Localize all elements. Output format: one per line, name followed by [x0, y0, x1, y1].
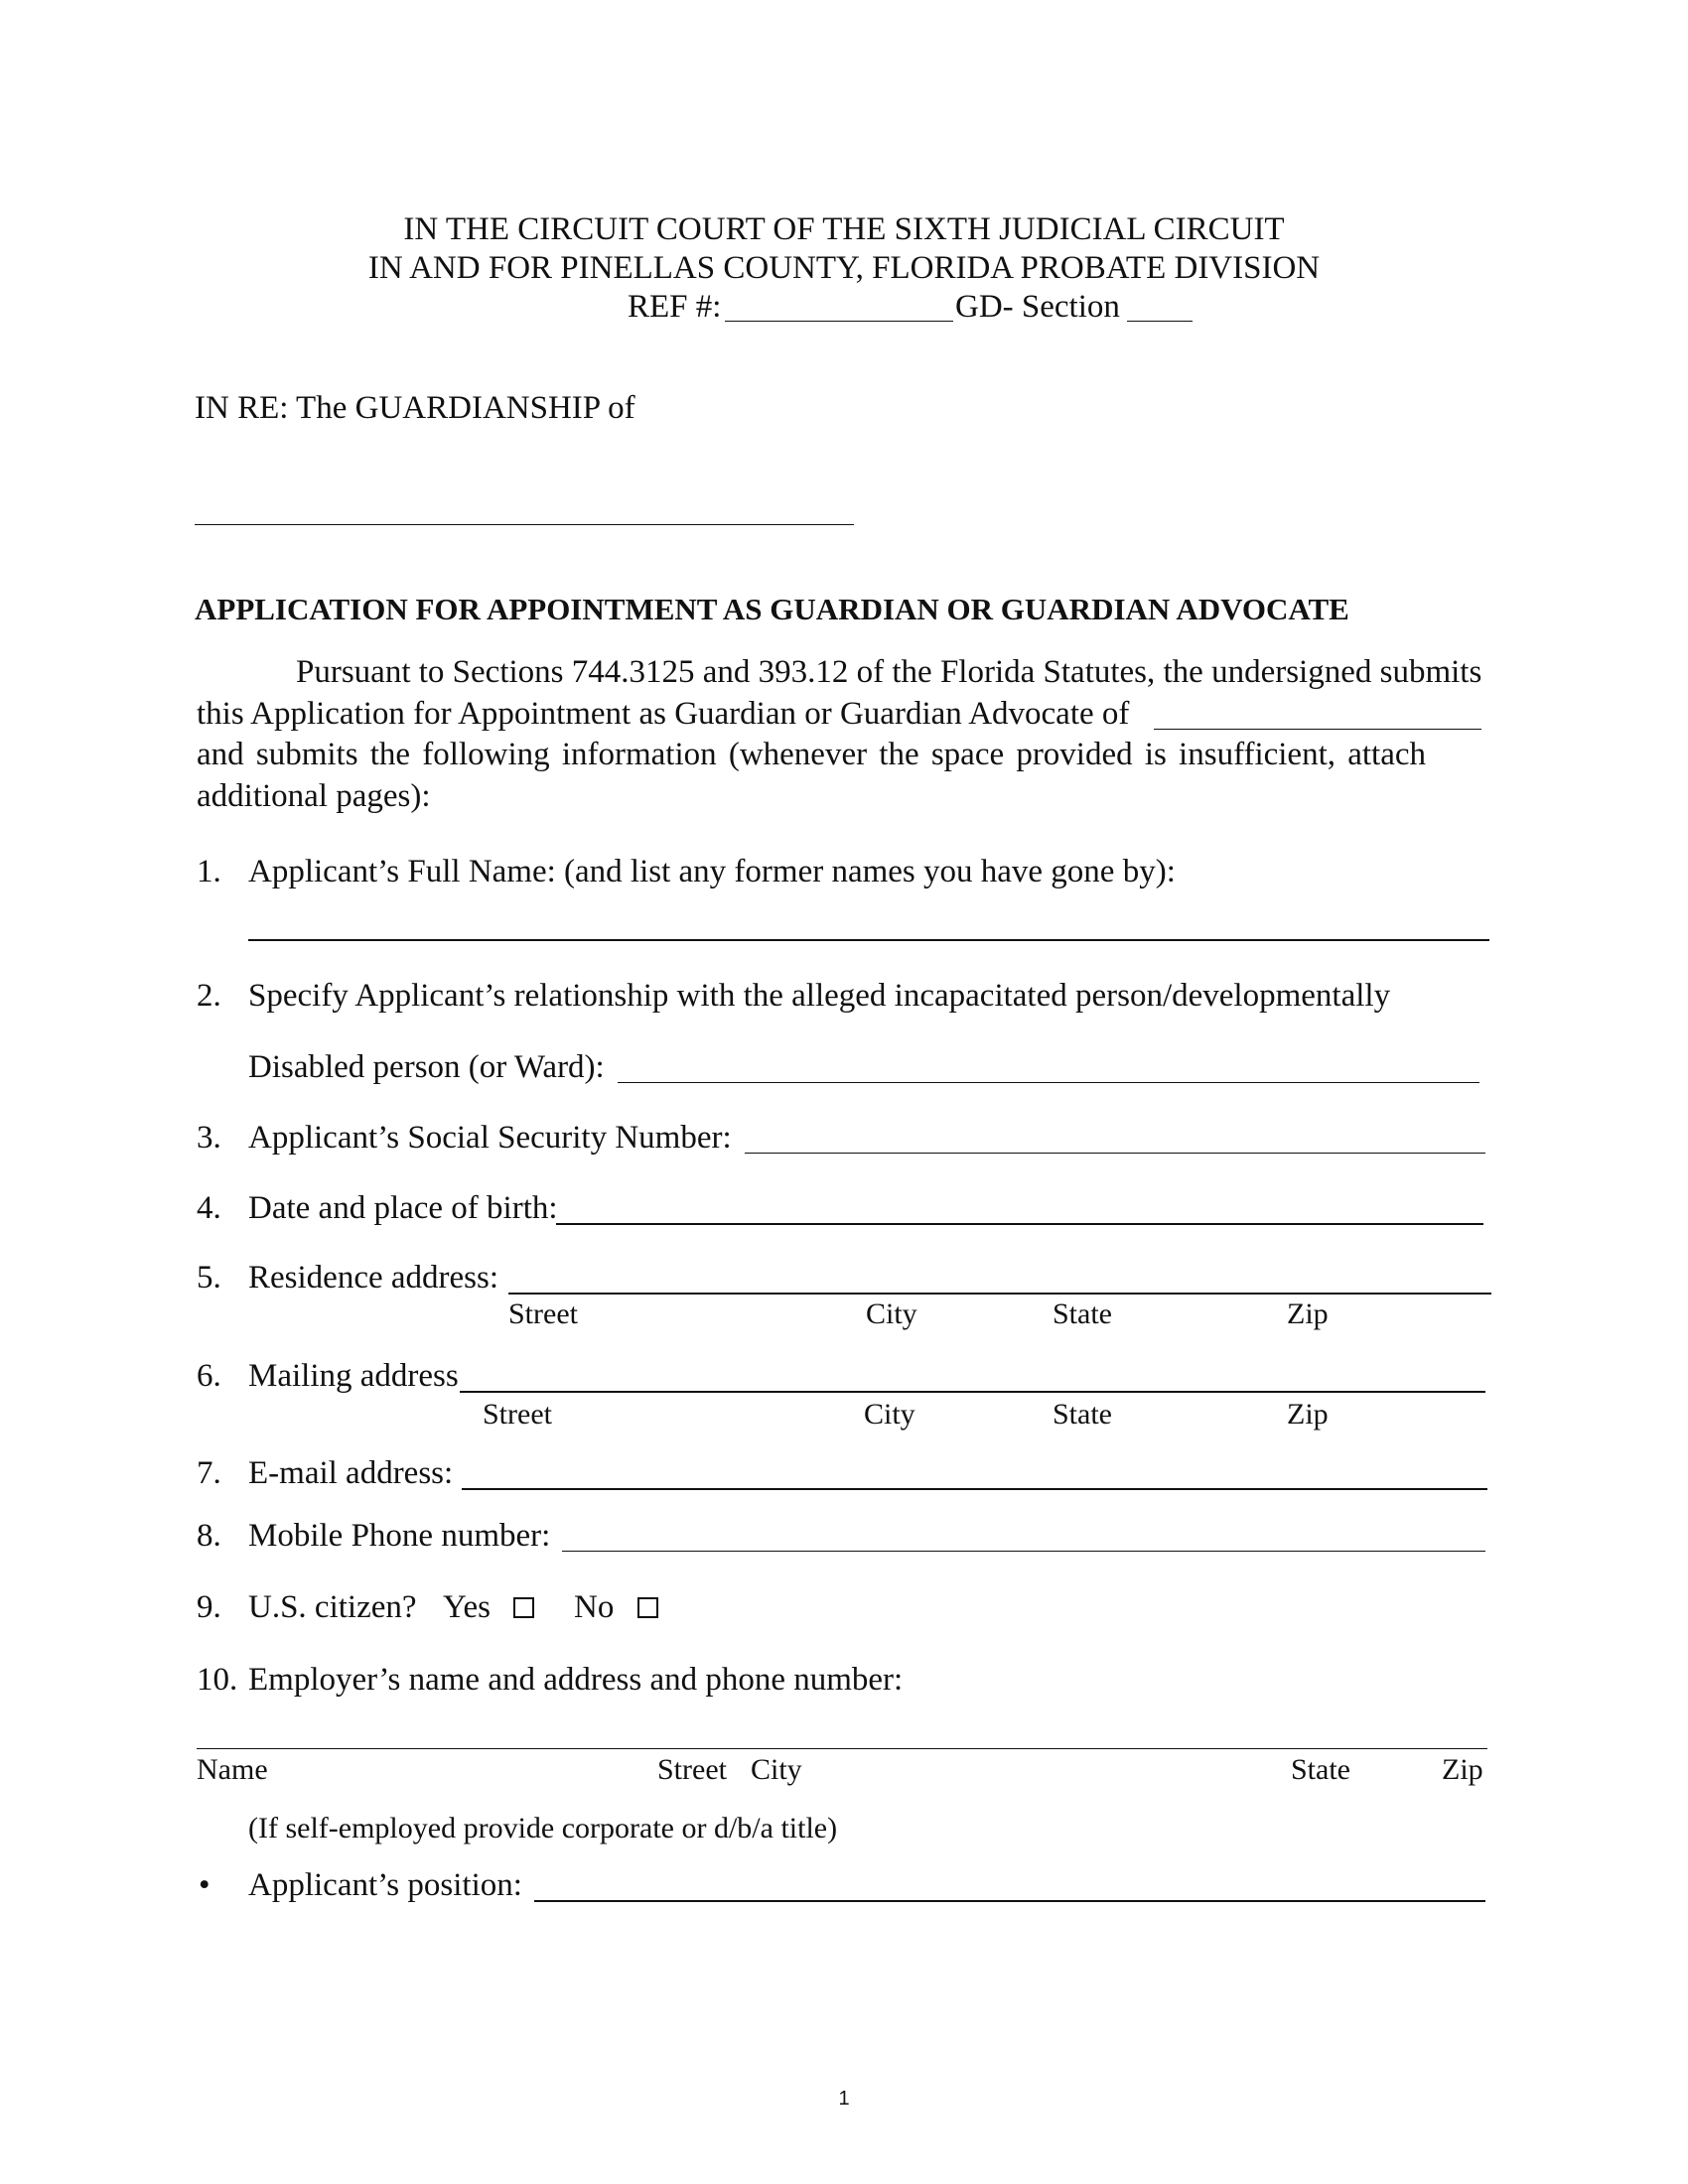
- relationship-field[interactable]: [618, 1082, 1479, 1083]
- item-2-number: 2.: [197, 978, 221, 1014]
- item-7-label: E-mail address:: [248, 1455, 454, 1491]
- item-2-label: Specify Applicant’s relationship with the alleged incapacitated person/developmentally: [248, 978, 1391, 1014]
- intro-line-3: and submits the following information (whenever the space provided is insufficient, attach: [197, 737, 1426, 772]
- section-field[interactable]: [1127, 321, 1193, 322]
- ref-label: REF #:: [628, 289, 722, 325]
- residence-street-label: Street: [508, 1297, 578, 1330]
- ssn-field[interactable]: [745, 1153, 1485, 1154]
- ref-number-field[interactable]: [725, 321, 953, 322]
- item-3-number: 3.: [197, 1120, 221, 1156]
- ward-name-field[interactable]: [195, 524, 854, 525]
- mailing-state-label: State: [1053, 1398, 1112, 1431]
- employer-field[interactable]: [197, 1748, 1487, 1749]
- full-name-field[interactable]: [248, 939, 1489, 941]
- residence-city-label: City: [866, 1297, 917, 1330]
- mailing-street-label: Street: [483, 1398, 552, 1431]
- residence-zip-label: Zip: [1287, 1297, 1329, 1330]
- intro-line-1: Pursuant to Sections 744.3125 and 393.12 of the Florida Statutes, the undersigned submits: [296, 654, 1482, 690]
- employer-name-label: Name: [197, 1753, 268, 1786]
- citizen-no-checkbox[interactable]: [637, 1591, 658, 1624]
- citizen-yes-checkbox[interactable]: [513, 1591, 534, 1624]
- item-1-number: 1.: [197, 854, 221, 889]
- item-5-label: Residence address:: [248, 1260, 498, 1296]
- email-field[interactable]: [462, 1488, 1487, 1490]
- court-heading-line2: IN AND FOR PINELLAS COUNTY, FLORIDA PROBATE DIVISION: [367, 250, 1321, 286]
- item-4-label: Date and place of birth:: [248, 1190, 558, 1226]
- item-4-number: 4.: [197, 1190, 221, 1226]
- gd-section-label: GD- Section: [955, 289, 1120, 325]
- residence-address-field[interactable]: [508, 1293, 1491, 1295]
- item-1-label: Applicant’s Full Name: (and list any former names you have gone by):: [248, 854, 1176, 889]
- citizen-yes-label: Yes: [443, 1589, 492, 1625]
- item-2-label-continued: Disabled person (or Ward):: [248, 1049, 605, 1085]
- residence-state-label: State: [1053, 1297, 1112, 1330]
- employer-zip-label: Zip: [1442, 1753, 1483, 1786]
- item-3-label: Applicant’s Social Security Number:: [248, 1120, 732, 1156]
- item-6-number: 6.: [197, 1358, 221, 1394]
- employer-street-label: Street: [657, 1753, 727, 1786]
- employer-city-label: City: [751, 1753, 802, 1786]
- mailing-city-label: City: [864, 1398, 915, 1431]
- mobile-phone-field[interactable]: [562, 1551, 1485, 1552]
- guardian-of-field[interactable]: [1154, 729, 1481, 730]
- citizen-no-label: No: [574, 1589, 615, 1625]
- intro-line-2: this Application for Appointment as Guardian or Guardian Advocate of: [197, 696, 1130, 732]
- employer-state-label: State: [1291, 1753, 1350, 1786]
- page-number: 1: [838, 2088, 850, 2110]
- court-heading-line1: IN THE CIRCUIT COURT OF THE SIXTH JUDICIAL CIRCUIT: [403, 211, 1285, 247]
- document-title: APPLICATION FOR APPOINTMENT AS GUARDIAN OR GUARDIAN ADVOCATE: [195, 592, 1349, 626]
- in-re-caption: IN RE: The GUARDIANSHIP of: [195, 390, 635, 426]
- self-employed-note: (If self-employed provide corporate or d/b/a title): [248, 1812, 838, 1844]
- item-8-number: 8.: [197, 1518, 221, 1554]
- position-bullet: •: [199, 1867, 211, 1903]
- item-6-label: Mailing address: [248, 1358, 459, 1394]
- item-10-number: 10.: [197, 1662, 238, 1698]
- item-8-label: Mobile Phone number:: [248, 1518, 551, 1554]
- item-7-number: 7.: [197, 1455, 221, 1491]
- item-9-label: U.S. citizen?: [248, 1589, 417, 1625]
- mailing-zip-label: Zip: [1287, 1398, 1329, 1431]
- item-9-number: 9.: [197, 1589, 221, 1625]
- birth-date-place-field[interactable]: [556, 1223, 1483, 1225]
- position-label: Applicant’s position:: [248, 1867, 522, 1903]
- position-field[interactable]: [534, 1900, 1485, 1902]
- item-10-label: Employer’s name and address and phone number:: [248, 1662, 904, 1698]
- mailing-address-field[interactable]: [460, 1391, 1485, 1393]
- item-5-number: 5.: [197, 1260, 221, 1296]
- intro-line-4: additional pages):: [197, 778, 431, 814]
